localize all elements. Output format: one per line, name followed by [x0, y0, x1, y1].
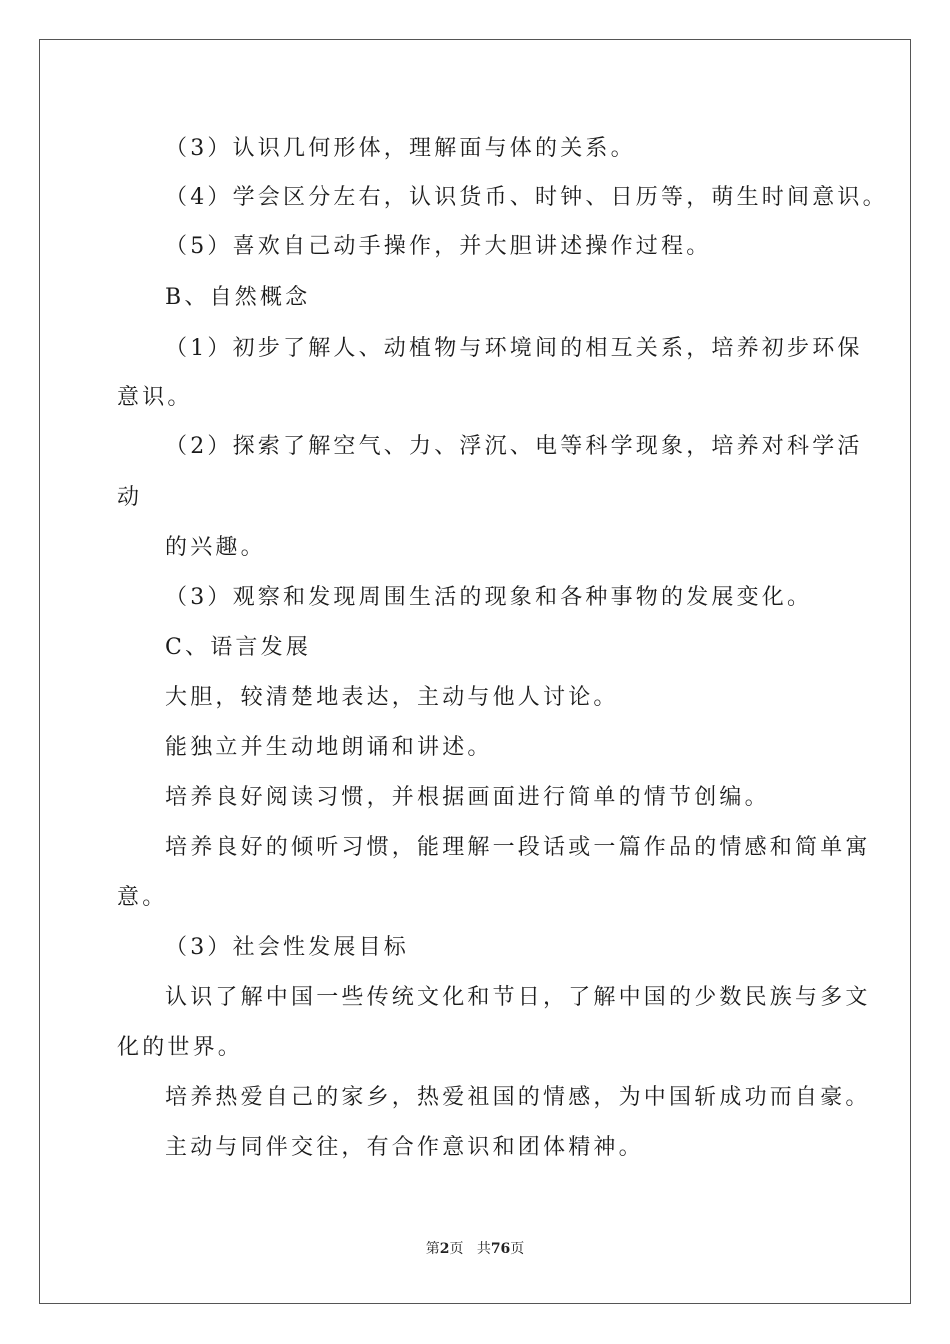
text-line: （5）喜欢自己动手操作，并大胆讲述操作过程。	[165, 234, 712, 259]
total-prefix: 共	[476, 1241, 491, 1257]
page-border	[39, 39, 911, 1304]
text-line: 认识了解中国一些传统文化和节日，了解中国的少数民族与多文	[165, 985, 871, 1010]
text-line: 主动与同伴交往，有合作意识和团体精神。	[165, 1135, 644, 1160]
text-line: （3）认识几何形体，理解面与体的关系。	[165, 136, 636, 161]
text-line: （4）学会区分左右，认识货币、时钟、日历等，萌生时间意识。	[165, 185, 888, 210]
section-heading: B、自然概念	[165, 285, 311, 310]
section-heading: C、语言发展	[165, 635, 312, 660]
page-suffix: 页	[449, 1241, 464, 1257]
total-pages: 76	[490, 1241, 511, 1257]
text-line: 动	[117, 485, 143, 510]
page-prefix: 第	[425, 1241, 440, 1257]
text-line: 意识。	[117, 385, 193, 410]
text-line: 的兴趣。	[165, 535, 266, 560]
page-number: 2	[439, 1241, 450, 1257]
text-line: 大胆，较清楚地表达，主动与他人讨论。	[165, 685, 619, 710]
text-line: 培养良好阅读习惯，并根据画面进行简单的情节创编。	[165, 785, 770, 810]
total-suffix: 页	[510, 1241, 525, 1257]
text-line: 培养热爱自己的家乡，热爱祖国的情感，为中国斩成功而自豪。	[165, 1085, 871, 1110]
text-line: （2）探索了解空气、力、浮沉、电等科学现象，培养对科学活	[165, 434, 863, 459]
text-line: （3）观察和发现周围生活的现象和各种事物的发展变化。	[165, 585, 813, 610]
section-heading: （3）社会性发展目标	[165, 935, 409, 960]
text-line: 能独立并生动地朗诵和讲述。	[165, 735, 493, 760]
text-line: （1）初步了解人、动植物与环境间的相互关系，培养初步环保	[165, 336, 863, 361]
text-line: 意。	[117, 885, 168, 910]
page-footer	[0, 1238, 950, 1258]
text-line: 培养良好的倾听习惯，能理解一段话或一篇作品的情感和简单寓	[165, 835, 871, 860]
text-line: 化的世界。	[117, 1035, 244, 1060]
